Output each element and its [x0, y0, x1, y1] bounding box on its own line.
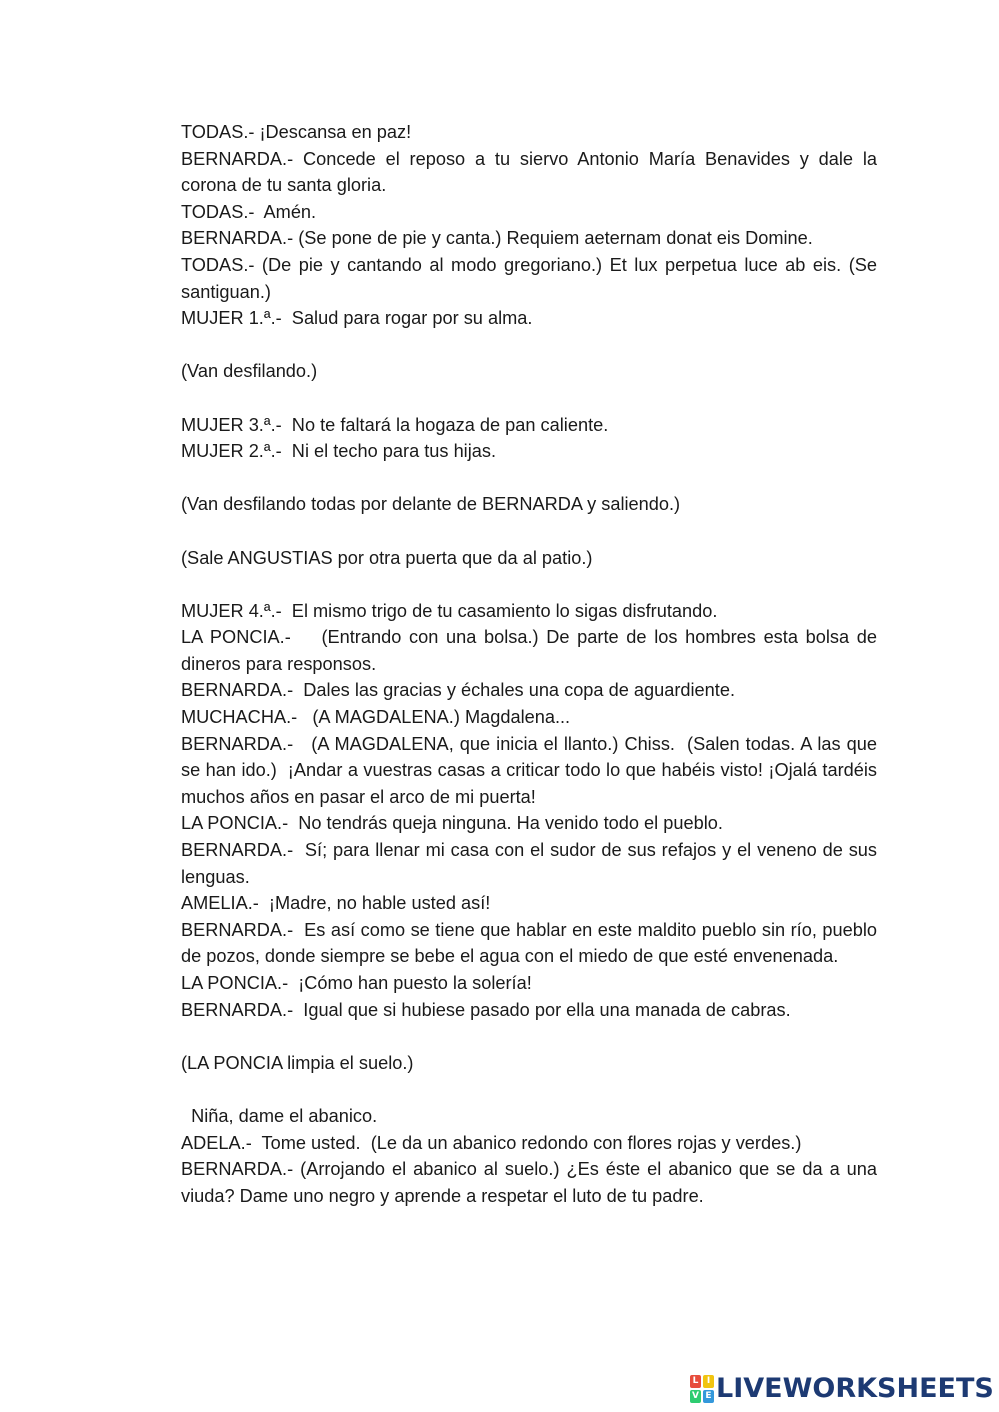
- script-line: (LA PONCIA limpia el suelo.): [181, 1052, 414, 1073]
- blank-line: [181, 518, 877, 545]
- blank-line: [181, 385, 877, 412]
- script-line: BERNARDA.- Igual que si hubiese pasado por ella una manada de cabras.: [181, 999, 791, 1020]
- script-line: TODAS.- Amén.: [181, 201, 317, 222]
- liveworksheets-icon: [690, 1375, 714, 1403]
- logo-icon-tile: I: [703, 1375, 714, 1388]
- script-line: BERNARDA.- Concede el reposo a tu siervo Antonio María Benavides y dale la corona de tu santa gloria.: [181, 148, 883, 196]
- logo-icon-tile: V: [690, 1390, 701, 1403]
- script-line: TODAS.- (De pie y cantando al modo gregoriano.) Et lux perpetua luce ab eis. (Se santiguan.): [181, 254, 883, 302]
- script-line: LA PONCIA.- ¡Cómo han puesto la solería!: [181, 973, 532, 993]
- script-line: TODAS.- ¡Descansa en paz!: [181, 122, 412, 142]
- logo-icon-tile: E: [703, 1390, 714, 1403]
- script-line: BERNARDA.- Sí; para llenar mi casa con el sudor de sus refajos y el veneno de sus lenguas.: [181, 840, 883, 887]
- script-line: MUJER 4.ª.- El mismo trigo de tu casamiento lo sigas disfrutando.: [181, 600, 718, 621]
- script-line: Niña, dame el abanico.: [181, 1105, 378, 1126]
- logo-icon-tile: L: [690, 1375, 701, 1388]
- script-line: (Van desfilando.): [181, 361, 318, 382]
- script-line: MUJER 3.ª.- No te faltará la hogaza de pan caliente.: [181, 414, 609, 435]
- blank-line: [181, 1076, 877, 1103]
- blank-line: [181, 332, 877, 359]
- script-line: AMELIA.- ¡Madre, no hable usted así!: [181, 893, 491, 914]
- script-line: MUJER 2.ª.- Ni el techo para tus hijas.: [181, 441, 497, 462]
- script-line: LA PONCIA.- (Entrando con una bolsa.) De parte de los hombres esta bolsa de dineros para responsos.: [181, 627, 883, 674]
- script-line: BERNARDA.- (A MAGDALENA, que inicia el llanto.) Chiss. (Salen todas. A las que se han ido.) ¡Andar a vuestras casas a criticar todo lo que habéis visto! ¡Ojalá tardéis muchos años en pasar el arco de mi puerta!: [181, 733, 883, 807]
- script-line: MUCHACHA.- (A MAGDALENA.) Magdalena...: [181, 707, 571, 728]
- script-line: LA PONCIA.- No tendrás queja ninguna. Ha venido todo el pueblo.: [181, 813, 723, 834]
- script-line: (Sale ANGUSTIAS por otra puerta que da al patio.): [181, 547, 593, 568]
- blank-line: [181, 1023, 877, 1050]
- script-line: BERNARDA.- (Arrojando el abanico al suelo.) ¿Es éste el abanico que se da a una viuda? Dame uno negro y aprende a respetar el luto de tu padre.: [181, 1159, 883, 1206]
- liveworksheets-logo[interactable]: [690, 1373, 994, 1404]
- script-line: MUJER 1.ª.- Salud para rogar por su alma.: [181, 308, 533, 329]
- logo-text: LIVEWORKSHEETS: [716, 1373, 994, 1404]
- script-line: BERNARDA.- Es así como se tiene que hablar en este maldito pueblo sin río, pueblo de pozos, donde siempre se bebe el agua con el miedo de que esté envenenada.: [181, 919, 883, 967]
- blank-line: [181, 571, 877, 598]
- script-line: BERNARDA.- (Se pone de pie y canta.) Requiem aeternam donat eis Domine.: [181, 228, 813, 249]
- script-line: (Van desfilando todas por delante de BERNARDA y saliendo.): [181, 494, 681, 515]
- script-text: [181, 119, 883, 1209]
- blank-line: [181, 465, 877, 492]
- script-line: BERNARDA.- Dales las gracias y échales una copa de aguardiente.: [181, 680, 735, 701]
- script-line: ADELA.- Tome usted. (Le da un abanico redondo con flores rojas y verdes.): [181, 1132, 802, 1153]
